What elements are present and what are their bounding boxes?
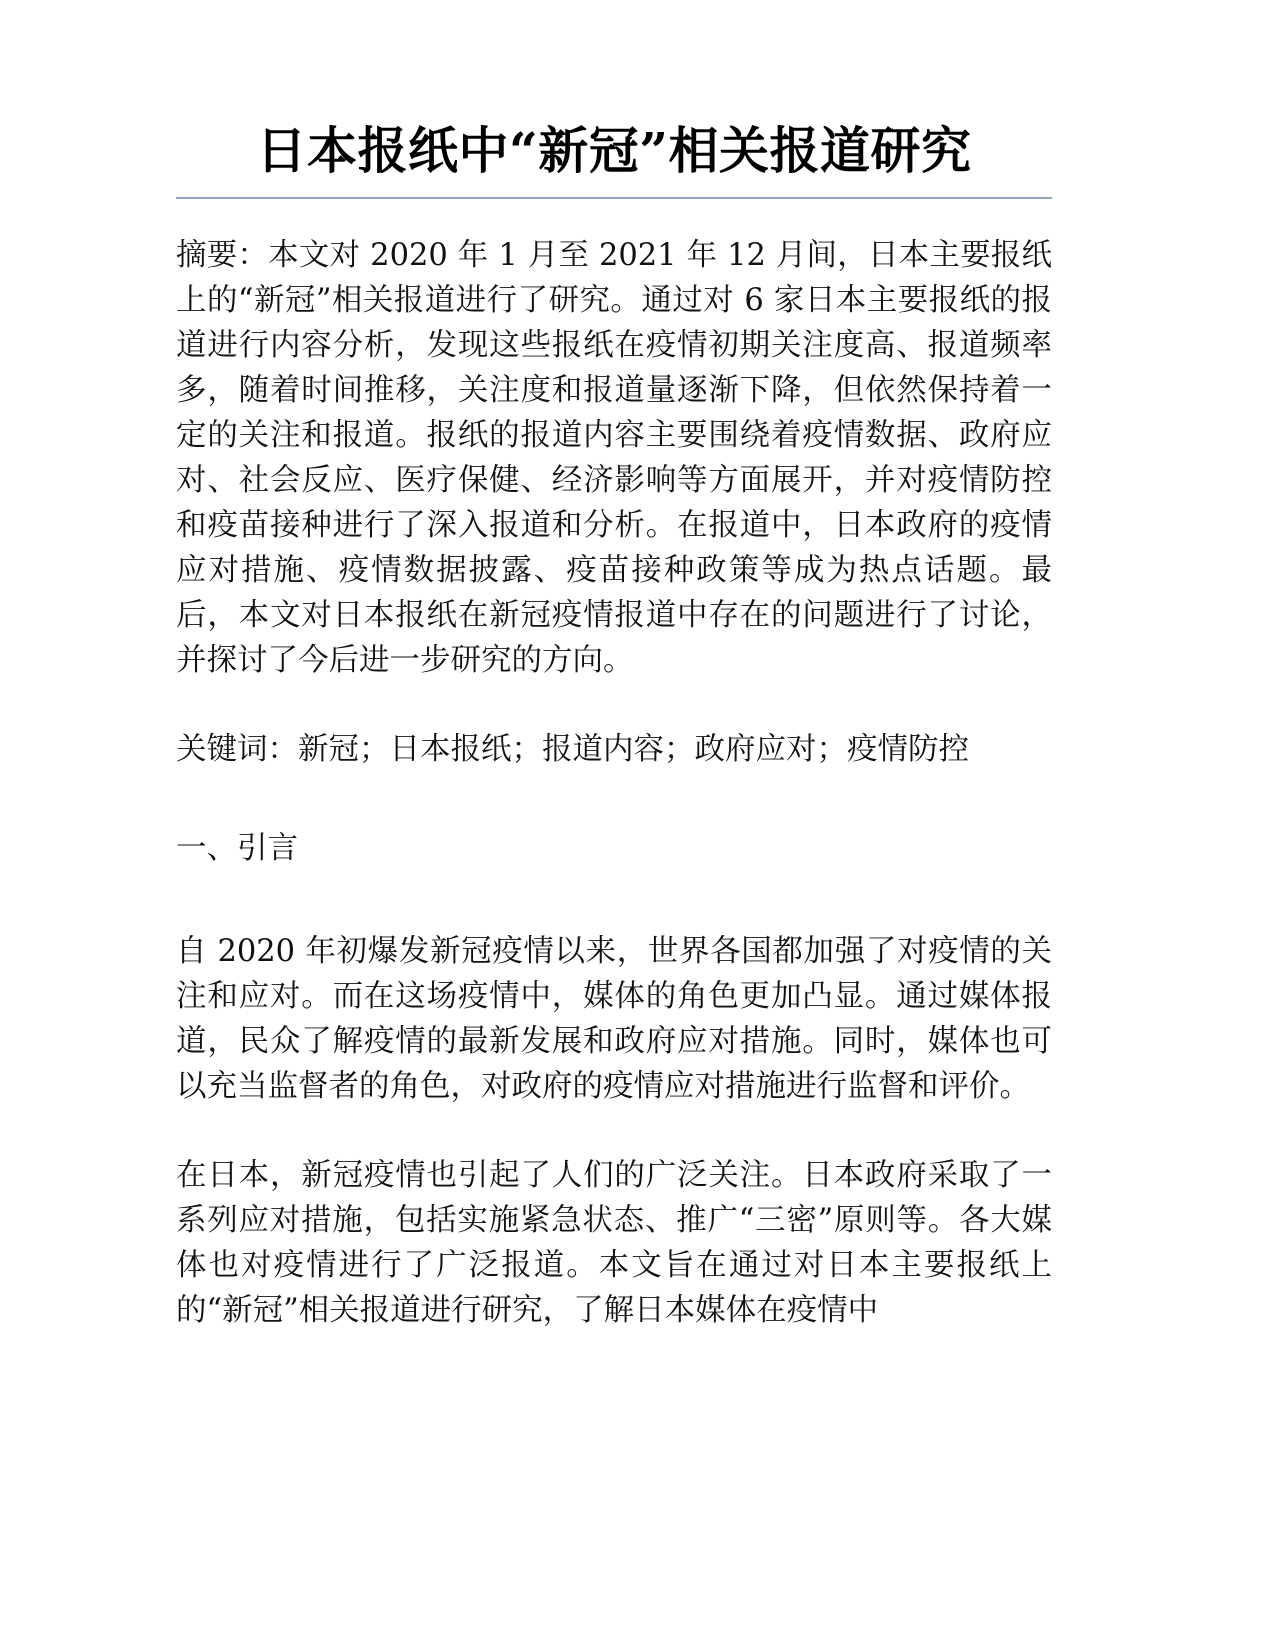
section-heading-introduction: 一、引言 — [176, 830, 298, 866]
title-divider — [176, 197, 1052, 199]
body-paragraph-2: 在日本，新冠疫情也引起了人们的广泛关注。日本政府采取了一系列应对措施，包括实施紧急状态、推广“三密”原则等。各大媒体也对疫情进行了广泛报道。本文旨在通过对日本主要报纸上的“新冠”相关报道进行研究，了解日本媒体在疫情中 — [176, 1157, 1052, 1328]
page-title: 日本报纸中“新冠”相关报道研究 — [256, 121, 972, 180]
page-content — [176, 120, 1052, 1377]
abstract-paragraph: 摘要：本文对 2020 年 1 月至 2021 年 12 月间，日本主要报纸上的“新冠”相关报道进行了研究。通过对 6 家日本主要报纸的报道进行内容分析，发现这些报纸在疫情初期关注度高、报道频率多，随着时间推移，关注度和报道量逐渐下降，但依然保持着一定的关注和报道。报纸的报道内容主要围绕着疫情数据、政府应对、社会反应、医疗保健、经济影响等方面展开，并对疫情防控和疫苗接种进行了深入报道和分析。在报道中，日本政府的疫情应对措施、疫情数据披露、疫苗接种政策等成为热点话题。最后，本文对日本报纸在新冠疫情报道中存在的问题进行了讨论，并探讨了今后进一步研究的方向。 — [176, 237, 1052, 678]
body-paragraph-1: 自 2020 年初爆发新冠疫情以来，世界各国都加强了对疫情的关注和应对。而在这场疫情中，媒体的角色更加凸显。通过媒体报道，民众了解疫情的最新发展和政府应对措施。同时，媒体也可以充当监督者的角色，对政府的疫情应对措施进行监督和评价。 — [176, 933, 1052, 1104]
keywords-line: 关键词：新冠；日本报纸；报道内容；政府应对；疫情防控 — [176, 731, 969, 767]
